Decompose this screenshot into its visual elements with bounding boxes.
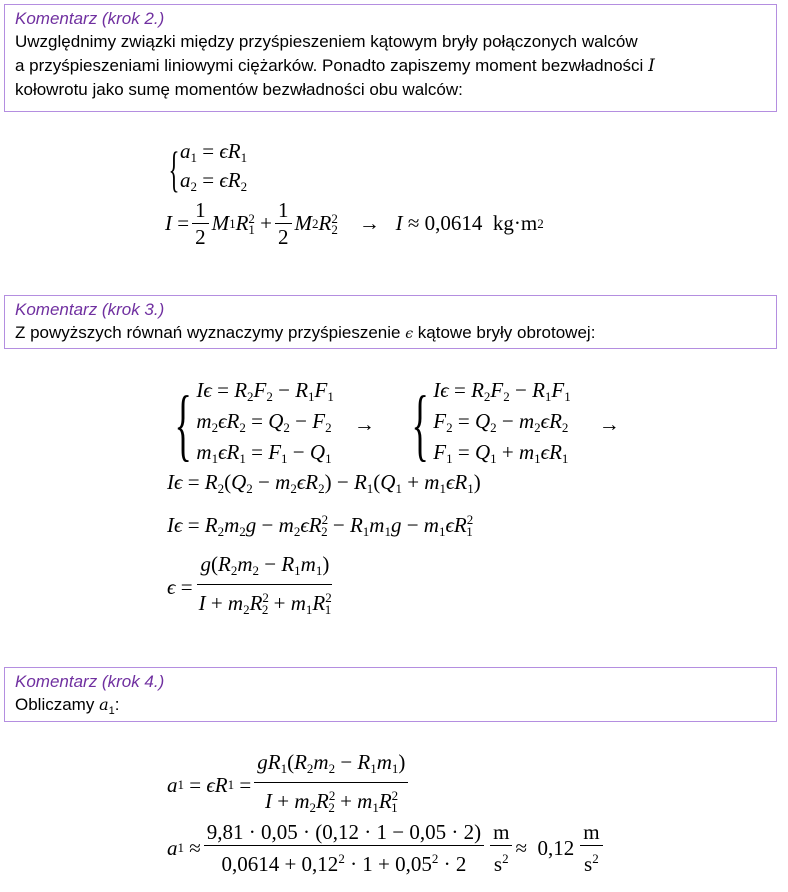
- moment-unit: kg·m: [492, 211, 538, 235]
- comment-box-step-3: [4, 295, 777, 349]
- equation-system-forces: { $I\epsilon = R_2F_2 - R_1F_1$ $m_2\epsilon R_2 = Q_2 - F_2$ $m_1\epsilon R_1 = F_1 - Q_1$ → { $I\epsilon = R_2F_2 - R_1F_1$ $F_2 = Q_2 - m_2\epsilon R_2$ $F_1 = Q_1 + m_1\epsilon R_1$ →: [174, 378, 620, 469]
- equation-a1-numeric: a 1 ≈ $\frac{9,81 \cdot 0,05 \cdot (0,12 \cdot 1 - 0,05 \cdot 2)}{0,0614 + 0,12^2 \cdot 1 + 0,05^2 \cdot 2}$ $\frac{m}{s^2}$ ≈ 0,12 $\frac{m}{s^2}$: [167, 820, 606, 876]
- numeric-denominator: $0,0614 + 0,12^2 \cdot 1 + 0,05^2 \cdot 2$: [221, 851, 467, 876]
- comment-line: a przyśpieszeniami liniowymi ciężarków. Ponadto zapiszemy moment bezwładności I: [15, 56, 655, 76]
- equation-a1-symbolic: a 1 = ϵR 1 = $\frac{gR_1(R_2m_2 - R_1m_1)}{I + m_2R^2_2 + m_1R^2_1}$: [167, 750, 411, 820]
- equation-system-accelerations: { $a_1 = \epsilon R_1$ $a_2 = \epsilon R_2$: [168, 139, 248, 197]
- result-value: 0,12: [537, 835, 575, 860]
- comment-line: Obliczamy $a_1$:: [15, 695, 120, 717]
- moment-value: 0,0614: [424, 211, 483, 235]
- comment-header: Komentarz (krok 3.): [15, 300, 165, 319]
- equation-moment-of-inertia: I = $\frac{1}{2}$ M 1 R 2 1 + $\frac{1}{2}$ M 2 R 2 2 → I ≈ 0,0614 kg·m 2: [165, 198, 544, 249]
- comment-line: Z powyższych równań wyznaczymy przyśpieszenie ϵ kątowe bryły obrotowej:: [15, 323, 596, 342]
- comment-header: Komentarz (krok 2.): [15, 9, 165, 28]
- comment-line: kołowrotu jako sumę momentów bezwładności obu walców:: [15, 80, 463, 99]
- comment-header: Komentarz (krok 4.): [15, 672, 165, 691]
- equation-angular-acceleration: ϵ = $\frac{g(R_2m_2 - R_1m_1)}{I + m_2R^2_2 + m_1R^2_1}$: [167, 552, 332, 617]
- comment-box-step-2: [4, 4, 777, 112]
- numeric-numerator: 9,81 · 0,05 · (0,12 · 1 − 0,05 · 2): [204, 820, 484, 846]
- equation-torque-expanded: $I\epsilon = R_2m_2g - m_2\epsilon R^2_2 - R_1m_1g - m_1\epsilon R^2_1$: [167, 512, 474, 539]
- comment-line: Uwzględnimy związki między przyśpieszeniem kątowym bryły połączonych walców: [15, 32, 638, 51]
- comment-box-step-4: [4, 667, 777, 722]
- equation-torque-substituted: $I\epsilon = R_2(Q_2 - m_2\epsilon R_2) - R_1(Q_1 + m_1\epsilon R_1)$: [167, 470, 481, 496]
